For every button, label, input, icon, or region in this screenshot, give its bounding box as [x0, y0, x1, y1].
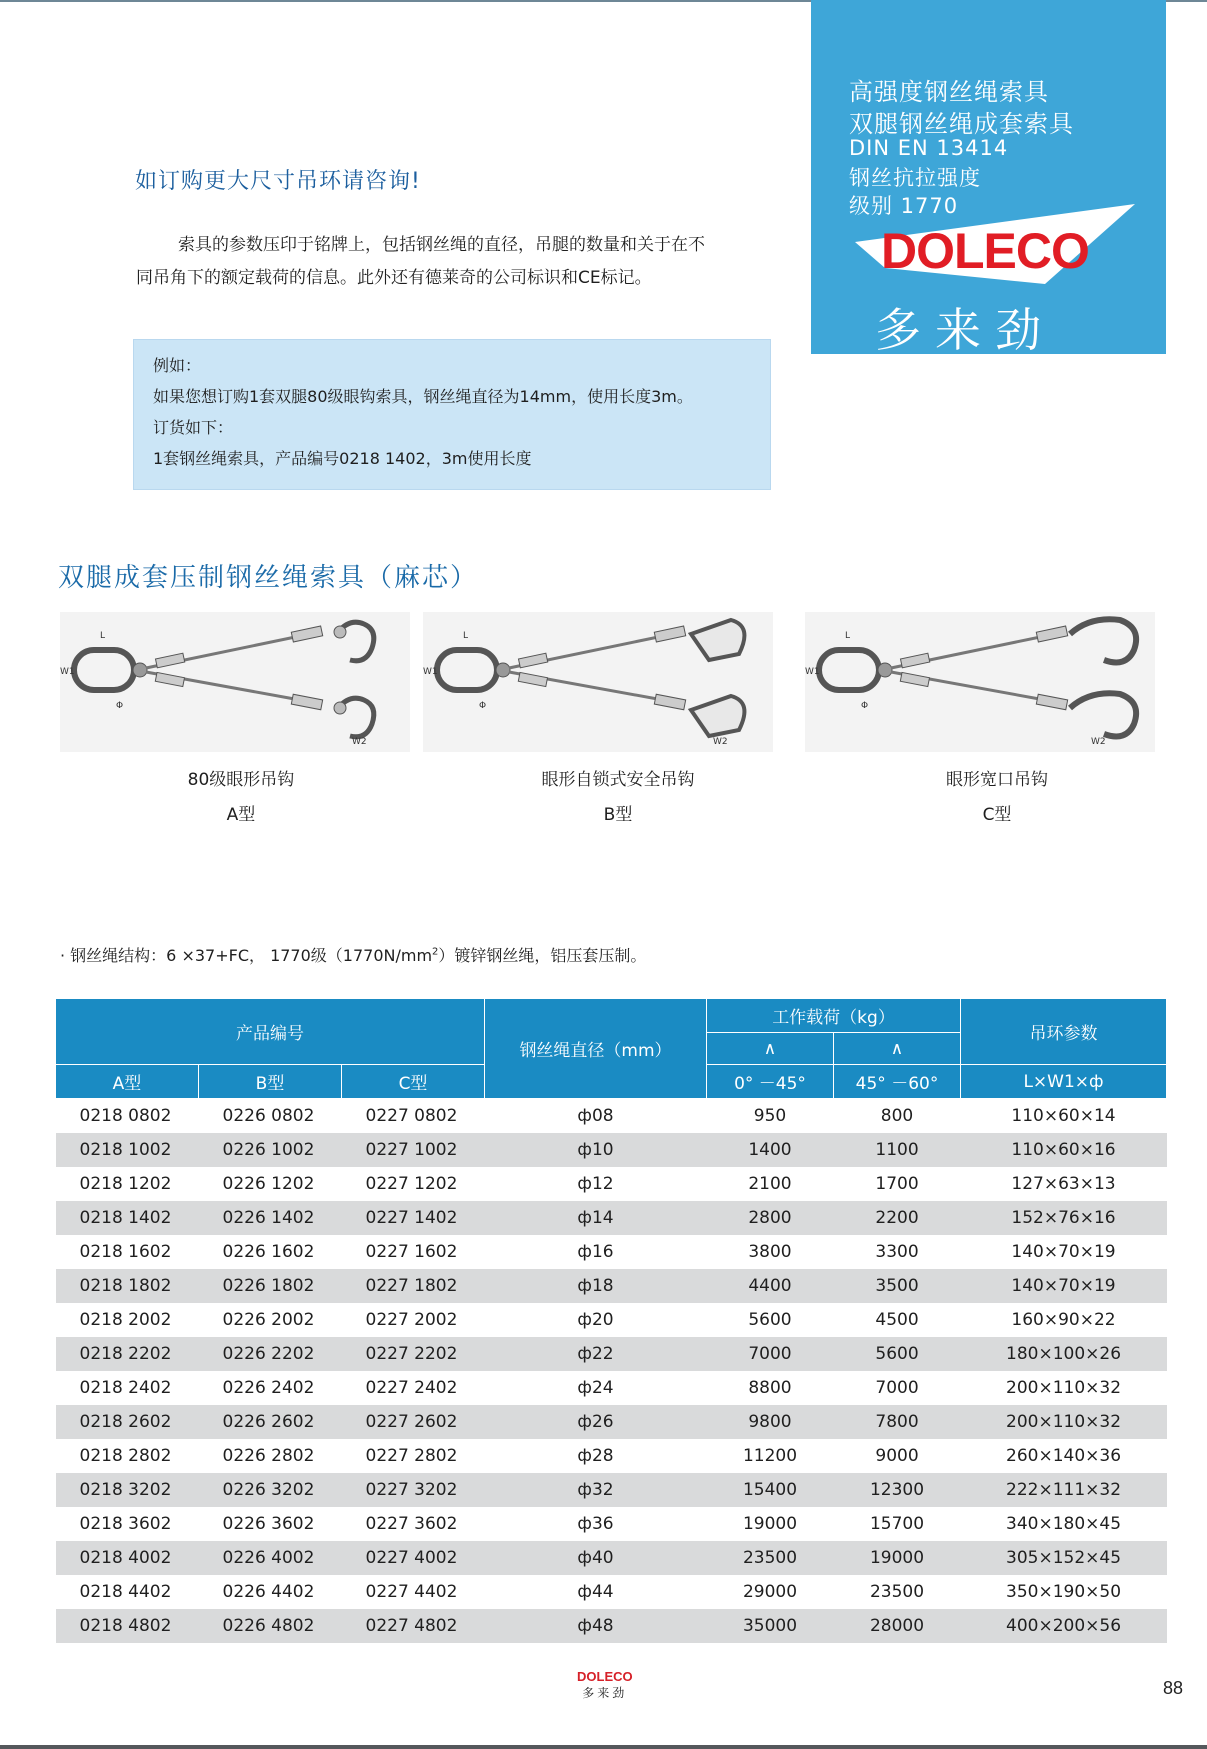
header-angle-symbol-2: ∧ — [834, 1033, 961, 1065]
diameter-cell: ф10 — [485, 1133, 707, 1167]
load-0-45-cell: 29000 — [707, 1575, 834, 1609]
params-cell: 140×70×19 — [961, 1269, 1167, 1303]
diameter-cell: ф40 — [485, 1541, 707, 1575]
params-cell: 160×90×22 — [961, 1303, 1167, 1337]
code-b-cell: 0226 1402 — [199, 1201, 342, 1235]
code-a-cell: 0218 3202 — [56, 1473, 199, 1507]
spec-superscript: 2 — [432, 946, 439, 958]
code-c-cell: 0227 1002 — [342, 1133, 485, 1167]
brand-line-1: 高强度钢丝绳索具 — [849, 78, 1049, 106]
brand-line-2: 双腿钢丝绳成套索具 — [849, 110, 1074, 138]
diameter-cell: ф32 — [485, 1473, 707, 1507]
brand-line-5: 级别 1770 — [849, 194, 959, 218]
code-a-cell: 0218 2202 — [56, 1337, 199, 1371]
example-line-3: 1套钢丝绳索具，产品编号0218 1402，3m使用长度 — [153, 449, 532, 468]
dim-label-b-l: L — [463, 631, 469, 641]
load-45-60-cell: 23500 — [834, 1575, 961, 1609]
code-a-cell: 0218 2402 — [56, 1371, 199, 1405]
load-45-60-cell: 19000 — [834, 1541, 961, 1575]
brand-line-3: DIN EN 13414 — [849, 136, 1009, 160]
code-a-cell: 0218 2802 — [56, 1439, 199, 1473]
table-row — [56, 1405, 1167, 1439]
code-b-cell: 0226 2602 — [199, 1405, 342, 1439]
code-c-cell: 0227 3602 — [342, 1507, 485, 1541]
dim-label-a-phi: Φ — [116, 701, 124, 711]
load-0-45-cell: 15400 — [707, 1473, 834, 1507]
params-cell: 400×200×56 — [961, 1609, 1167, 1643]
diameter-cell: ф14 — [485, 1201, 707, 1235]
table-row — [56, 1099, 1167, 1134]
intro-paragraph — [136, 229, 776, 295]
header-angle-range-1: 0° －45° — [707, 1065, 834, 1099]
code-a-cell: 0218 3602 — [56, 1507, 199, 1541]
load-0-45-cell: 2100 — [707, 1167, 834, 1201]
diameter-cell: ф08 — [485, 1099, 707, 1134]
load-0-45-cell: 1400 — [707, 1133, 834, 1167]
dim-label-b-w2: W2 — [713, 737, 728, 747]
product-table — [55, 998, 1167, 1643]
code-c-cell: 0227 1202 — [342, 1167, 485, 1201]
type-c-name: 眼形宽口吊钩 — [946, 770, 1048, 790]
table-row — [56, 1337, 1167, 1371]
table-row — [56, 1201, 1167, 1235]
header-angle-symbol-1: ∧ — [707, 1033, 834, 1065]
brand-chinese-name: 多来劲 — [875, 303, 1055, 357]
code-a-cell: 0218 2602 — [56, 1405, 199, 1439]
load-45-60-cell: 5600 — [834, 1337, 961, 1371]
load-0-45-cell: 23500 — [707, 1541, 834, 1575]
dim-label-c-w1: W1 — [805, 667, 820, 677]
code-a-cell: 0218 1202 — [56, 1167, 199, 1201]
load-45-60-cell: 3300 — [834, 1235, 961, 1269]
consult-title: 如订购更大尺寸吊环请咨询! — [135, 169, 421, 194]
code-c-cell: 0227 1602 — [342, 1235, 485, 1269]
load-0-45-cell: 8800 — [707, 1371, 834, 1405]
header-type-c: C型 — [342, 1065, 485, 1099]
diameter-cell: ф22 — [485, 1337, 707, 1371]
intro-line-2: 同吊角下的额定载荷的信息。此外还有德莱奇的公司标识和CE标记。 — [136, 268, 652, 288]
diameter-cell: ф48 — [485, 1609, 707, 1643]
code-a-cell: 0218 1402 — [56, 1201, 199, 1235]
code-a-cell: 0218 4802 — [56, 1609, 199, 1643]
table-row — [56, 1269, 1167, 1303]
dim-label-c-phi: Φ — [861, 701, 869, 711]
sling-illustration-c — [805, 612, 1155, 752]
table-row — [56, 1439, 1167, 1473]
table-row — [56, 1575, 1167, 1609]
type-b-label: B型 — [603, 805, 633, 825]
diameter-cell: ф36 — [485, 1507, 707, 1541]
code-b-cell: 0226 3602 — [199, 1507, 342, 1541]
load-45-60-cell: 1700 — [834, 1167, 961, 1201]
header-type-a: A型 — [56, 1065, 199, 1099]
header-angle-range-2: 45° －60° — [834, 1065, 961, 1099]
code-b-cell: 0226 4002 — [199, 1541, 342, 1575]
type-c-label: C型 — [982, 805, 1012, 825]
table-row — [56, 1235, 1167, 1269]
load-0-45-cell: 950 — [707, 1099, 834, 1134]
section-title: 双腿成套压制钢丝绳索具（麻芯） — [58, 563, 479, 593]
load-0-45-cell: 3800 — [707, 1235, 834, 1269]
params-cell: 110×60×14 — [961, 1099, 1167, 1134]
code-c-cell: 0227 4002 — [342, 1541, 485, 1575]
params-cell: 260×140×36 — [961, 1439, 1167, 1473]
code-b-cell: 0226 2402 — [199, 1371, 342, 1405]
params-cell: 127×63×13 — [961, 1167, 1167, 1201]
load-45-60-cell: 7800 — [834, 1405, 961, 1439]
code-c-cell: 0227 2802 — [342, 1439, 485, 1473]
type-a-label: A型 — [226, 805, 256, 825]
diameter-cell: ф18 — [485, 1269, 707, 1303]
type-b-name: 眼形自锁式安全吊钩 — [541, 770, 695, 790]
code-b-cell: 0226 1002 — [199, 1133, 342, 1167]
params-cell: 140×70×19 — [961, 1235, 1167, 1269]
code-c-cell: 0227 2602 — [342, 1405, 485, 1439]
code-c-cell: 0227 3202 — [342, 1473, 485, 1507]
code-c-cell: 0227 2002 — [342, 1303, 485, 1337]
load-45-60-cell: 7000 — [834, 1371, 961, 1405]
code-a-cell: 0218 1802 — [56, 1269, 199, 1303]
code-a-cell: 0218 4002 — [56, 1541, 199, 1575]
params-cell: 110×60×16 — [961, 1133, 1167, 1167]
code-a-cell: 0218 2002 — [56, 1303, 199, 1337]
params-cell: 350×190×50 — [961, 1575, 1167, 1609]
code-c-cell: 0227 1802 — [342, 1269, 485, 1303]
brand-line-4: 钢丝抗拉强度 — [849, 166, 981, 190]
code-a-cell: 0218 4402 — [56, 1575, 199, 1609]
load-45-60-cell: 12300 — [834, 1473, 961, 1507]
load-0-45-cell: 9800 — [707, 1405, 834, 1439]
example-label: 例如： — [153, 356, 202, 375]
footer-logo — [577, 1669, 633, 1701]
table-row — [56, 1507, 1167, 1541]
header-params-formula: L×W1×ф — [961, 1065, 1167, 1099]
load-45-60-cell: 800 — [834, 1099, 961, 1134]
diameter-cell: ф12 — [485, 1167, 707, 1201]
bottom-border-line — [0, 1745, 1207, 1749]
dim-label-a-w1: W1 — [60, 667, 75, 677]
params-cell: 200×110×32 — [961, 1371, 1167, 1405]
table-row — [56, 1609, 1167, 1643]
code-b-cell: 0226 0802 — [199, 1099, 342, 1134]
intro-line-1: 索具的参数压印于铭牌上，包括钢丝绳的直径，吊腿的数量和关于在不 — [178, 235, 705, 255]
load-0-45-cell: 35000 — [707, 1609, 834, 1643]
sling-illustration-b — [423, 612, 773, 752]
params-cell: 340×180×45 — [961, 1507, 1167, 1541]
params-cell: 152×76×16 — [961, 1201, 1167, 1235]
header-type-b: B型 — [199, 1065, 342, 1099]
code-b-cell: 0226 2202 — [199, 1337, 342, 1371]
diameter-cell: ф24 — [485, 1371, 707, 1405]
dim-label-a-l: L — [100, 631, 106, 641]
load-0-45-cell: 2800 — [707, 1201, 834, 1235]
code-a-cell: 0218 0802 — [56, 1099, 199, 1134]
code-c-cell: 0227 1402 — [342, 1201, 485, 1235]
load-45-60-cell: 15700 — [834, 1507, 961, 1541]
load-0-45-cell: 4400 — [707, 1269, 834, 1303]
code-b-cell: 0226 4802 — [199, 1609, 342, 1643]
load-45-60-cell: 9000 — [834, 1439, 961, 1473]
code-c-cell: 0227 0802 — [342, 1099, 485, 1134]
load-45-60-cell: 1100 — [834, 1133, 961, 1167]
code-b-cell: 0226 1602 — [199, 1235, 342, 1269]
dim-label-c-l: L — [845, 631, 851, 641]
header-rope-diameter: 钢丝绳直径（mm） — [485, 999, 707, 1099]
code-b-cell: 0226 2802 — [199, 1439, 342, 1473]
diameter-cell: ф16 — [485, 1235, 707, 1269]
footer-doleco-logo: DOLECO — [577, 1669, 633, 1684]
example-box — [133, 339, 771, 490]
type-a-name: 80级眼形吊钩 — [187, 770, 295, 790]
code-b-cell: 0226 4402 — [199, 1575, 342, 1609]
dim-label-b-w1: W1 — [423, 667, 438, 677]
code-a-cell: 0218 1602 — [56, 1235, 199, 1269]
footer-chinese-name: 多来劲 — [582, 1686, 628, 1700]
params-cell: 200×110×32 — [961, 1405, 1167, 1439]
load-45-60-cell: 2200 — [834, 1201, 961, 1235]
header-ring-params: 吊环参数 — [961, 999, 1167, 1065]
load-0-45-cell: 7000 — [707, 1337, 834, 1371]
table-row — [56, 1303, 1167, 1337]
params-cell: 222×111×32 — [961, 1473, 1167, 1507]
sling-illustration-a — [60, 612, 410, 752]
table-row — [56, 1167, 1167, 1201]
code-c-cell: 0227 2202 — [342, 1337, 485, 1371]
header-product-code: 产品编号 — [56, 999, 485, 1065]
diameter-cell: ф20 — [485, 1303, 707, 1337]
page-number: 88 — [1163, 1678, 1184, 1698]
code-a-cell: 0218 1002 — [56, 1133, 199, 1167]
diameter-cell: ф44 — [485, 1575, 707, 1609]
spec-tail: ）镀锌钢丝绳，铝压套压制。 — [438, 946, 647, 965]
code-b-cell: 0226 1802 — [199, 1269, 342, 1303]
load-0-45-cell: 19000 — [707, 1507, 834, 1541]
load-0-45-cell: 11200 — [707, 1439, 834, 1473]
code-b-cell: 0226 1202 — [199, 1167, 342, 1201]
params-cell: 305×152×45 — [961, 1541, 1167, 1575]
example-line-1: 如果您想订购1套双腿80级眼钩索具，钢丝绳直径为14mm，使用长度3m。 — [153, 387, 693, 406]
brand-panel — [811, 0, 1166, 357]
table-row — [56, 1371, 1167, 1405]
load-0-45-cell: 5600 — [707, 1303, 834, 1337]
example-line-2: 订货如下： — [153, 418, 234, 437]
table-row — [56, 1541, 1167, 1575]
load-45-60-cell: 3500 — [834, 1269, 961, 1303]
header-working-load: 工作载荷（kg） — [707, 999, 961, 1033]
code-b-cell: 0226 2002 — [199, 1303, 342, 1337]
code-b-cell: 0226 3202 — [199, 1473, 342, 1507]
dim-label-b-phi: Φ — [479, 701, 487, 711]
spec-text: · 钢丝绳结构：6 ×37+FC， 1770级（1770N/mm — [60, 946, 433, 965]
diameter-cell: ф26 — [485, 1405, 707, 1439]
table-body — [56, 1099, 1167, 1644]
diameter-cell: ф28 — [485, 1439, 707, 1473]
table-row — [56, 1473, 1167, 1507]
table-row — [56, 1133, 1167, 1167]
doleco-logo: DOLECO — [881, 223, 1089, 279]
wire-rope-spec — [60, 943, 646, 966]
dim-label-c-w2: W2 — [1091, 737, 1106, 747]
params-cell: 180×100×26 — [961, 1337, 1167, 1371]
dim-label-a-w2: W2 — [352, 737, 367, 747]
load-45-60-cell: 4500 — [834, 1303, 961, 1337]
code-c-cell: 0227 4802 — [342, 1609, 485, 1643]
load-45-60-cell: 28000 — [834, 1609, 961, 1643]
code-c-cell: 0227 4402 — [342, 1575, 485, 1609]
code-c-cell: 0227 2402 — [342, 1371, 485, 1405]
